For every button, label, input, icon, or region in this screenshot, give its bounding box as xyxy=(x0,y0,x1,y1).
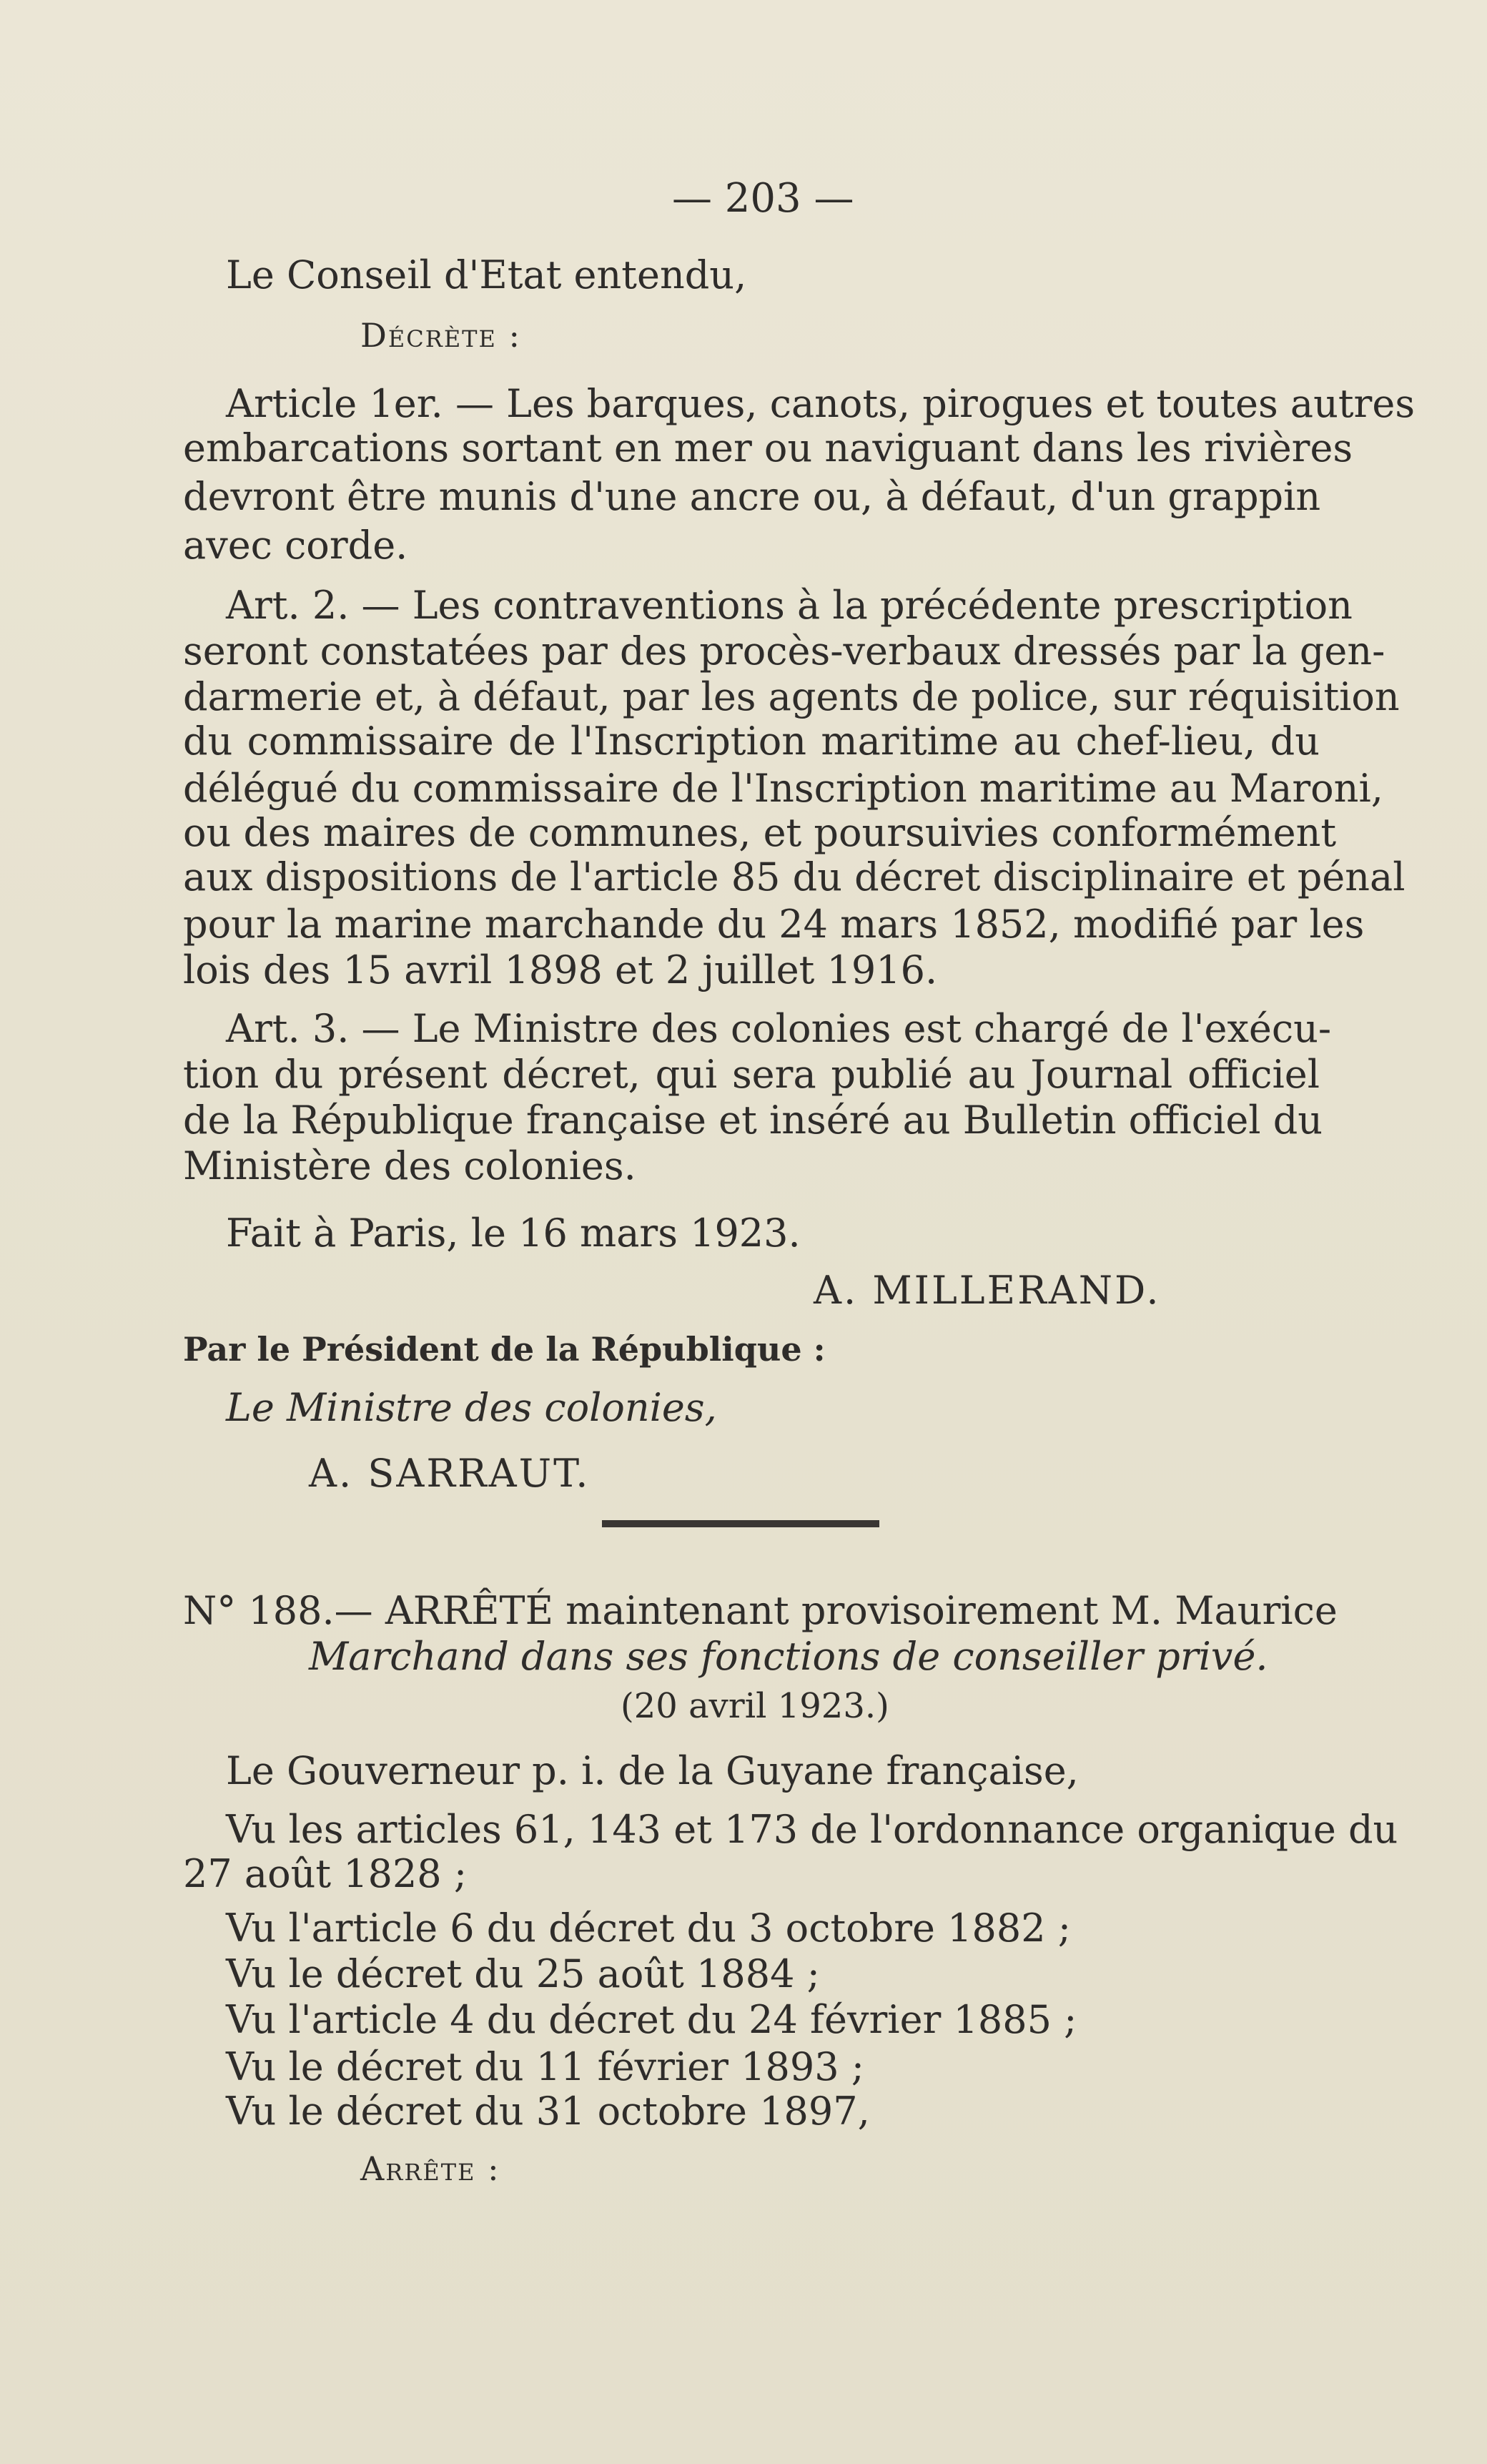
vu-line: Vu l'article 4 du décret du 24 février 1885 ; xyxy=(226,1997,1077,2042)
minister-name: A. SARRAUT. xyxy=(309,1451,591,1496)
article-2-line: darmerie et, à défaut, par les agents de police, sur réquisition xyxy=(183,674,1400,719)
article-3-line: de la République française et inséré au Bulletin officiel du xyxy=(183,1098,1323,1143)
section-divider xyxy=(602,1520,879,1527)
article-2-line: aux dispositions de l'article 85 du décret disciplinaire et pénal xyxy=(183,854,1406,900)
article-1-line: embarcations sortant en mer ou naviguant dans les rivières xyxy=(183,425,1353,470)
vu-line: Vu le décret du 11 février 1893 ; xyxy=(226,2044,864,2089)
article-2-line: Art. 2. — Les contraventions à la précédente prescription xyxy=(226,583,1353,628)
arrete-label: Arrête : xyxy=(360,2149,500,2188)
page-number: — 203 — xyxy=(672,175,854,222)
vu-line: Vu l'article 6 du décret du 3 octobre 1882 ; xyxy=(226,1906,1071,1951)
arrete-heading: Marchand dans ses fonctions de conseiller privé. xyxy=(309,1634,1268,1679)
article-1-line: avec corde. xyxy=(183,523,408,568)
article-2-line: seront constatées par des procès-verbaux dressés par la gen- xyxy=(183,629,1385,674)
vu-line: Vu le décret du 25 août 1884 ; xyxy=(226,1951,820,1996)
minister-title: Le Ministre des colonies, xyxy=(226,1385,717,1430)
article-2-line: lois des 15 avril 1898 et 2 juillet 1916. xyxy=(183,947,938,992)
article-1-line: Article 1er. — Les barques, canots, pirogues et toutes autres xyxy=(226,381,1416,426)
par-le-president: Par le Président de la République : xyxy=(183,1330,826,1369)
article-2-line: délégué du commissaire de l'Inscription maritime au Maroni, xyxy=(183,766,1383,811)
decree-date: Fait à Paris, le 16 mars 1923. xyxy=(226,1211,801,1256)
governor-line: Le Gouverneur p. i. de la Guyane française, xyxy=(226,1748,1079,1793)
arrete-date: (20 avril 1923.) xyxy=(621,1686,889,1726)
arrete-heading: N° 188.— ARRÊTÉ maintenant provisoirement M. Maurice xyxy=(183,1588,1338,1633)
article-2-line: ou des maires de communes, et poursuivies conformément xyxy=(183,810,1337,855)
article-2-line: du commissaire de l'Inscription maritime au chef-lieu, du xyxy=(183,719,1320,764)
article-3-line: Ministère des colonies. xyxy=(183,1143,636,1188)
decree-preamble: Le Conseil d'Etat entendu, xyxy=(226,252,747,297)
vu-line: Vu le décret du 31 octobre 1897, xyxy=(226,2089,870,2134)
article-3-line: Art. 3. — Le Ministre des colonies est chargé de l'exécu- xyxy=(226,1006,1332,1051)
article-2-line: pour la marine marchande du 24 mars 1852, modifié par les xyxy=(183,902,1365,947)
vu-line: Vu les articles 61, 143 et 173 de l'ordonnance organique du xyxy=(226,1807,1398,1852)
vu-line: 27 août 1828 ; xyxy=(183,1851,468,1896)
article-3-line: tion du présent décret, qui sera publié au Journal officiel xyxy=(183,1052,1320,1097)
decree-signature: A. MILLERAND. xyxy=(814,1268,1161,1313)
article-1-line: devront être munis d'une ancre ou, à défaut, d'un grappin xyxy=(183,474,1321,519)
decree-decrete-label: Décrète : xyxy=(360,316,522,355)
